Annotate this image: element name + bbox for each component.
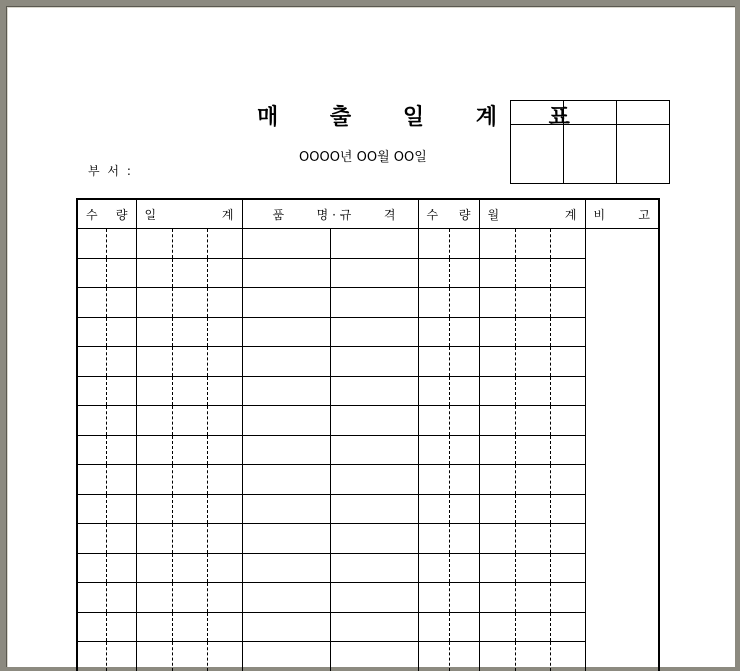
table-cell — [136, 406, 172, 436]
approval-sign-cell — [617, 125, 670, 184]
table-cell — [550, 642, 585, 671]
table-cell — [136, 258, 172, 288]
table-cell — [550, 524, 585, 554]
table-cell — [207, 317, 242, 347]
table-cell — [479, 583, 515, 613]
table-cell — [207, 258, 242, 288]
table-cell — [449, 229, 479, 259]
table-cell — [330, 347, 418, 377]
table-cell — [172, 553, 207, 583]
table-cell — [449, 583, 479, 613]
table-cell — [207, 583, 242, 613]
document-title: 매 출 일 계 표 — [257, 105, 592, 130]
table-cell — [550, 553, 585, 583]
table-cell — [479, 612, 515, 642]
table-cell — [515, 553, 550, 583]
table-cell — [172, 317, 207, 347]
table-cell — [136, 583, 172, 613]
table-cell — [207, 524, 242, 554]
table-cell — [515, 642, 550, 671]
table-cell — [136, 642, 172, 671]
table-cell — [172, 229, 207, 259]
table-cell — [515, 435, 550, 465]
table-cell — [172, 612, 207, 642]
table-cell — [172, 406, 207, 436]
table-cell — [77, 553, 106, 583]
table-cell — [207, 435, 242, 465]
table-cell — [106, 406, 136, 436]
table-row — [77, 258, 659, 288]
table-cell — [207, 229, 242, 259]
table-body — [77, 229, 659, 671]
table-cell — [207, 642, 242, 671]
table-cell — [242, 376, 330, 406]
table-cell — [136, 317, 172, 347]
table-cell — [106, 258, 136, 288]
table-row — [77, 553, 659, 583]
table-cell — [106, 435, 136, 465]
table-row — [77, 406, 659, 436]
table-cell — [77, 229, 106, 259]
table-cell — [418, 553, 449, 583]
table-cell — [550, 494, 585, 524]
table-cell — [77, 435, 106, 465]
table-cell — [479, 376, 515, 406]
header-product-spec: 품 명 · 규 격 — [242, 199, 418, 229]
table-cell — [242, 612, 330, 642]
table-cell — [550, 317, 585, 347]
table-cell — [479, 642, 515, 671]
table-cell — [550, 435, 585, 465]
table-cell — [449, 465, 479, 495]
table-cell — [136, 524, 172, 554]
table-cell — [106, 229, 136, 259]
table-cell — [418, 583, 449, 613]
table-cell — [330, 524, 418, 554]
table-cell — [207, 288, 242, 318]
table-row — [77, 583, 659, 613]
table-cell — [515, 524, 550, 554]
table-cell — [418, 347, 449, 377]
table-row — [77, 642, 659, 671]
table-cell — [515, 258, 550, 288]
approval-header-cell — [511, 101, 564, 125]
table-cell — [207, 553, 242, 583]
table-cell — [418, 465, 449, 495]
table-cell — [418, 435, 449, 465]
approval-box — [510, 100, 670, 184]
table-cell — [449, 288, 479, 318]
table-cell — [479, 317, 515, 347]
header-monthly-total: 월 계 — [479, 199, 585, 229]
table-cell — [330, 406, 418, 436]
table-cell — [136, 376, 172, 406]
table-cell — [330, 229, 418, 259]
table-cell — [77, 642, 106, 671]
table-cell — [550, 376, 585, 406]
table-cell — [106, 612, 136, 642]
table-cell — [242, 524, 330, 554]
table-cell — [515, 288, 550, 318]
table-row — [77, 612, 659, 642]
table-cell — [172, 494, 207, 524]
table-cell — [207, 494, 242, 524]
table-cell — [77, 258, 106, 288]
approval-sign-cell — [564, 125, 617, 184]
table-cell — [449, 376, 479, 406]
table-cell — [172, 435, 207, 465]
table-cell — [242, 347, 330, 377]
table-cell — [136, 612, 172, 642]
table-cell — [449, 524, 479, 554]
table-cell — [479, 494, 515, 524]
table-cell — [550, 583, 585, 613]
table-cell — [77, 612, 106, 642]
table-cell — [77, 494, 106, 524]
table-cell — [106, 347, 136, 377]
sales-daily-table — [76, 198, 660, 671]
table-cell — [515, 612, 550, 642]
table-cell — [136, 229, 172, 259]
table-row — [77, 288, 659, 318]
table-cell — [515, 376, 550, 406]
table-cell — [172, 524, 207, 554]
table-cell — [515, 229, 550, 259]
table-cell — [449, 317, 479, 347]
table-cell — [77, 376, 106, 406]
table-cell — [418, 258, 449, 288]
table-cell — [515, 347, 550, 377]
approval-sign-cell — [511, 125, 564, 184]
table-cell — [242, 288, 330, 318]
table-cell — [136, 347, 172, 377]
table-cell — [515, 406, 550, 436]
table-cell — [479, 553, 515, 583]
table-cell — [330, 376, 418, 406]
table-row — [77, 317, 659, 347]
table-cell — [330, 642, 418, 671]
table-cell — [207, 406, 242, 436]
table-cell — [77, 524, 106, 554]
table-cell — [172, 288, 207, 318]
table-cell — [106, 288, 136, 318]
table-cell — [136, 465, 172, 495]
table-cell — [418, 406, 449, 436]
header-qty-monthly: 수 량 — [418, 199, 479, 229]
table-cell — [515, 583, 550, 613]
table-cell — [242, 435, 330, 465]
table-cell — [330, 494, 418, 524]
table-cell — [106, 317, 136, 347]
table-cell — [330, 317, 418, 347]
table-cell — [418, 229, 449, 259]
table-cell — [106, 376, 136, 406]
table-cell — [550, 406, 585, 436]
table-cell — [550, 258, 585, 288]
table-cell — [515, 465, 550, 495]
table-cell — [418, 376, 449, 406]
document-date: OOOO년 OO월 OO일 — [299, 150, 427, 165]
table-cell — [207, 465, 242, 495]
table-cell — [242, 258, 330, 288]
table-cell — [449, 494, 479, 524]
table-cell — [330, 465, 418, 495]
table-cell — [77, 317, 106, 347]
table-cell — [77, 465, 106, 495]
table-cell — [449, 642, 479, 671]
table-cell — [479, 288, 515, 318]
table-cell — [449, 347, 479, 377]
table-cell — [330, 288, 418, 318]
table-cell — [106, 642, 136, 671]
table-cell — [172, 642, 207, 671]
table-cell — [172, 376, 207, 406]
table-cell — [207, 376, 242, 406]
table-cell — [77, 406, 106, 436]
table-cell — [418, 288, 449, 318]
table-cell — [479, 347, 515, 377]
table-cell — [479, 465, 515, 495]
table-cell — [106, 494, 136, 524]
table-cell — [330, 553, 418, 583]
table-cell — [330, 258, 418, 288]
table-cell — [449, 258, 479, 288]
department-label: 부 서 : — [88, 164, 133, 178]
table-cell — [330, 435, 418, 465]
table-cell — [172, 583, 207, 613]
approval-header-cell — [564, 101, 617, 125]
table-cell — [330, 583, 418, 613]
table-cell — [515, 317, 550, 347]
table-cell — [550, 612, 585, 642]
table-cell — [418, 524, 449, 554]
table-cell — [550, 288, 585, 318]
table-row — [77, 229, 659, 259]
approval-header-cell — [617, 101, 670, 125]
table-cell — [479, 229, 515, 259]
table-cell — [106, 553, 136, 583]
table-header-row — [77, 199, 659, 229]
table-cell — [77, 288, 106, 318]
table-cell — [550, 229, 585, 259]
table-cell — [77, 583, 106, 613]
table-row — [77, 347, 659, 377]
table-cell — [172, 465, 207, 495]
table-row — [77, 524, 659, 554]
table-cell — [106, 524, 136, 554]
table-cell — [242, 494, 330, 524]
table-cell — [330, 612, 418, 642]
table-cell — [418, 317, 449, 347]
table-cell — [550, 347, 585, 377]
table-cell — [136, 435, 172, 465]
table-cell — [242, 642, 330, 671]
header-qty-daily: 수 량 — [77, 199, 136, 229]
table-row — [77, 435, 659, 465]
table-cell — [449, 435, 479, 465]
table-cell — [449, 553, 479, 583]
table-cell — [418, 612, 449, 642]
table-cell — [242, 317, 330, 347]
table-cell — [172, 347, 207, 377]
table-row — [77, 494, 659, 524]
table-row — [77, 376, 659, 406]
table-cell — [106, 583, 136, 613]
table-cell — [550, 465, 585, 495]
table-cell — [136, 494, 172, 524]
table-cell — [418, 642, 449, 671]
table-cell — [242, 406, 330, 436]
table-cell — [242, 229, 330, 259]
table-cell — [515, 494, 550, 524]
table-cell — [479, 258, 515, 288]
table-cell — [106, 465, 136, 495]
table-cell — [479, 524, 515, 554]
table-cell — [449, 406, 479, 436]
header-remarks: 비 고 — [585, 199, 659, 229]
table-cell — [207, 612, 242, 642]
remarks-cell — [585, 229, 659, 671]
table-row — [77, 465, 659, 495]
table-cell — [242, 465, 330, 495]
table-cell — [449, 612, 479, 642]
table-cell — [136, 553, 172, 583]
table-cell — [207, 347, 242, 377]
table-cell — [242, 583, 330, 613]
table-cell — [479, 435, 515, 465]
table-cell — [242, 553, 330, 583]
table-cell — [136, 288, 172, 318]
table-cell — [418, 494, 449, 524]
header-daily-total: 일 계 — [136, 199, 242, 229]
table-cell — [77, 347, 106, 377]
table-cell — [172, 258, 207, 288]
table-cell — [479, 406, 515, 436]
